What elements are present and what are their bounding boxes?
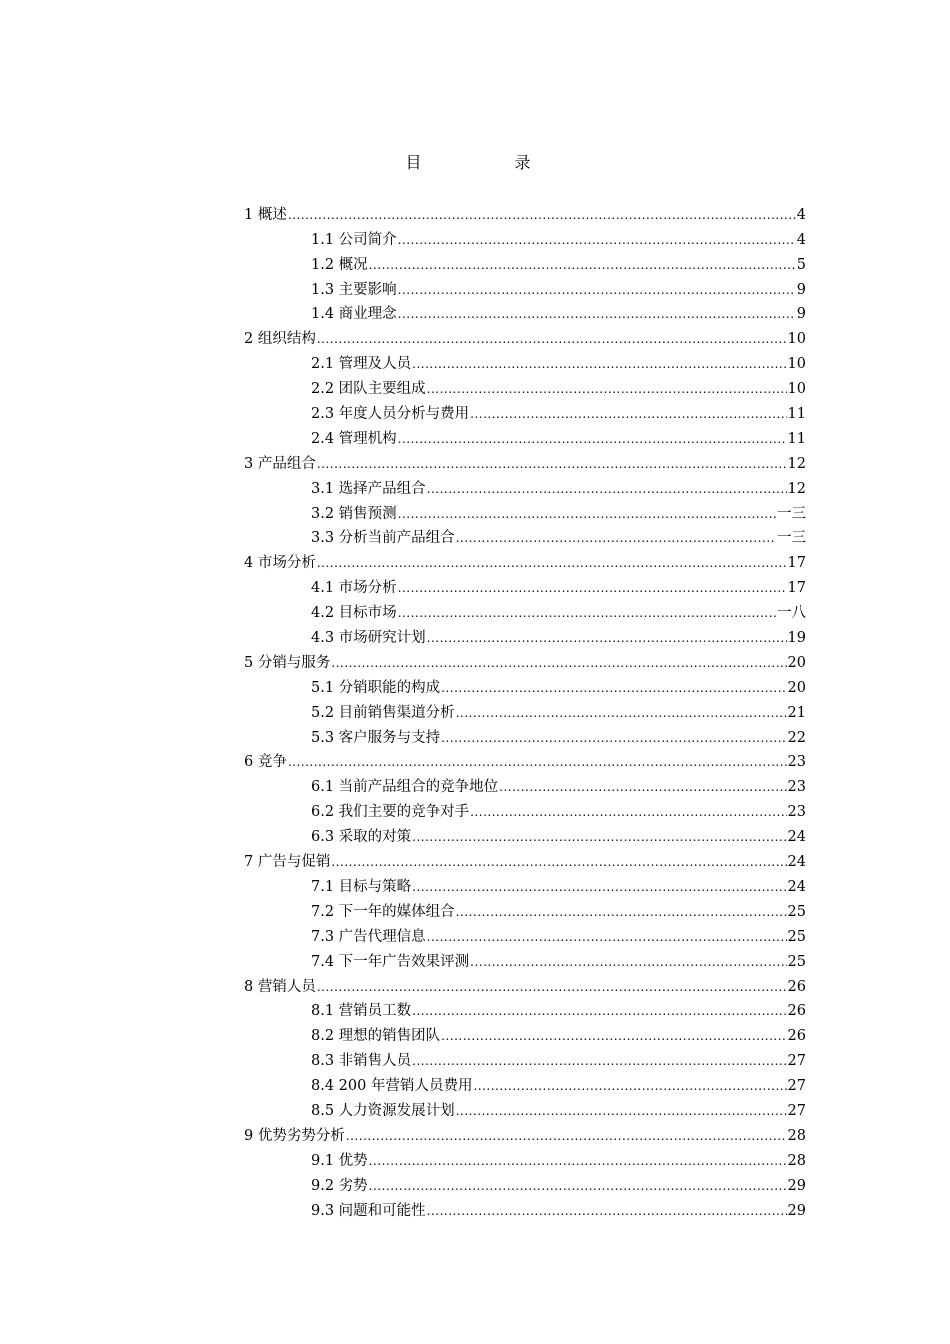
toc-dot-leader xyxy=(470,802,786,822)
toc-section-entry[interactable] xyxy=(244,673,806,698)
toc-dot-leader xyxy=(456,902,787,922)
toc-page-number: 4 xyxy=(796,231,806,248)
toc-chapter-entry[interactable] xyxy=(244,1121,806,1146)
toc-page-number: 17 xyxy=(787,555,806,572)
toc-dot-leader xyxy=(441,678,786,698)
toc-section-entry[interactable] xyxy=(244,872,806,897)
toc-entry-label: 8.2 理想的销售团队 xyxy=(311,1028,441,1045)
toc-entry-label: 9.2 劣势 xyxy=(311,1177,368,1194)
toc-page-number: 23 xyxy=(787,779,806,796)
toc-page-number: 28 xyxy=(787,1127,806,1144)
toc-page-number: 24 xyxy=(787,829,806,846)
toc-entry-label: 7.4 下一年广告效果评测 xyxy=(311,953,470,970)
toc-dot-leader xyxy=(427,927,787,947)
toc-page-number: 26 xyxy=(787,1003,806,1020)
toc-page-number: 20 xyxy=(787,654,806,671)
toc-dot-leader xyxy=(456,528,776,548)
toc-dot-leader xyxy=(398,429,787,449)
toc-section-entry[interactable] xyxy=(244,374,806,399)
toc-section-entry[interactable] xyxy=(244,1046,806,1071)
toc-dot-leader xyxy=(473,1076,786,1096)
toc-chapter-entry[interactable] xyxy=(244,548,806,573)
toc-dot-leader xyxy=(441,728,786,748)
toc-section-entry[interactable] xyxy=(244,947,806,972)
toc-title: 目 录 xyxy=(405,153,575,172)
toc-page-number: 24 xyxy=(787,854,806,871)
toc-dot-leader xyxy=(288,205,796,225)
toc-dot-leader xyxy=(412,877,786,897)
toc-dot-leader xyxy=(412,1051,786,1071)
toc-dot-leader xyxy=(317,977,787,997)
toc-page-number: 11 xyxy=(787,406,806,423)
toc-section-entry[interactable] xyxy=(244,897,806,922)
toc-section-entry[interactable] xyxy=(244,1146,806,1171)
toc-entry-label: 6.2 我们主要的竞争对手 xyxy=(311,804,470,821)
toc-page-number: 9 xyxy=(796,306,806,323)
toc-page-number: 一八 xyxy=(777,605,806,622)
toc-page-number: 26 xyxy=(787,978,806,995)
toc-page-number: 27 xyxy=(787,1102,806,1119)
toc-section-entry[interactable] xyxy=(244,1171,806,1196)
toc-dot-leader xyxy=(317,329,787,349)
toc-entry-label: 3.2 销售预测 xyxy=(311,505,397,522)
toc-section-entry[interactable] xyxy=(244,474,806,499)
toc-entry-label: 3.3 分析当前产品组合 xyxy=(311,530,455,547)
toc-section-entry[interactable] xyxy=(244,499,806,524)
toc-dot-leader xyxy=(398,280,796,300)
toc-page-number: 27 xyxy=(787,1053,806,1070)
toc-section-entry[interactable] xyxy=(244,1071,806,1096)
toc-dot-leader xyxy=(398,578,787,598)
toc-page-number: 10 xyxy=(787,381,806,398)
toc-entry-label: 7.2 下一年的媒体组合 xyxy=(311,903,455,920)
toc-chapter-entry[interactable] xyxy=(244,648,806,673)
toc-entry-label: 8.4 200 年营销人员费用 xyxy=(311,1078,473,1095)
toc-page-number: 一三 xyxy=(777,505,806,522)
toc-entry-label: 3 产品组合 xyxy=(244,455,316,472)
toc-section-entry[interactable] xyxy=(244,772,806,797)
toc-section-entry[interactable] xyxy=(244,623,806,648)
toc-entry-label: 9.1 优势 xyxy=(311,1152,368,1169)
table-of-contents xyxy=(244,200,806,1221)
toc-dot-leader xyxy=(369,1176,787,1196)
toc-dot-leader xyxy=(398,603,776,623)
toc-entry-label: 6.1 当前产品组合的竞争地位 xyxy=(311,779,499,796)
toc-dot-leader xyxy=(369,1151,787,1171)
toc-page-number: 25 xyxy=(787,903,806,920)
toc-section-entry[interactable] xyxy=(244,723,806,748)
toc-section-entry[interactable] xyxy=(244,524,806,549)
toc-page-number: 27 xyxy=(787,1078,806,1095)
toc-page-number: 一三 xyxy=(777,530,806,547)
toc-dot-leader xyxy=(331,653,786,673)
toc-entry-label: 1 概述 xyxy=(244,206,287,223)
toc-entry-label: 4.2 目标市场 xyxy=(311,605,397,622)
toc-entry-label: 7 广告与促销 xyxy=(244,854,331,871)
toc-dot-leader xyxy=(317,553,787,573)
toc-entry-label: 3.1 选择产品组合 xyxy=(311,480,426,497)
toc-page-number: 29 xyxy=(787,1177,806,1194)
toc-page-number: 25 xyxy=(787,928,806,945)
toc-section-entry[interactable] xyxy=(244,598,806,623)
toc-section-entry[interactable] xyxy=(244,399,806,424)
toc-section-entry[interactable] xyxy=(244,922,806,947)
toc-section-entry[interactable] xyxy=(244,349,806,374)
toc-entry-label: 9.3 问题和可能性 xyxy=(311,1202,426,1219)
toc-dot-leader xyxy=(331,852,786,872)
toc-dot-leader xyxy=(499,777,786,797)
toc-section-entry[interactable] xyxy=(244,1096,806,1121)
toc-section-entry[interactable] xyxy=(244,997,806,1022)
toc-entry-label: 2.2 团队主要组成 xyxy=(311,381,426,398)
toc-section-entry[interactable] xyxy=(244,1196,806,1221)
toc-entry-label: 1.4 商业理念 xyxy=(311,306,397,323)
toc-dot-leader xyxy=(317,454,787,474)
toc-entry-label: 5 分销与服务 xyxy=(244,654,331,671)
toc-section-entry[interactable] xyxy=(244,822,806,847)
toc-page-number: 10 xyxy=(787,356,806,373)
toc-page-number: 22 xyxy=(787,729,806,746)
toc-entry-label: 1.1 公司简介 xyxy=(311,231,397,248)
toc-page-number: 26 xyxy=(787,1028,806,1045)
toc-dot-leader xyxy=(427,628,787,648)
toc-section-entry[interactable] xyxy=(244,573,806,598)
toc-page-number: 29 xyxy=(787,1202,806,1219)
toc-dot-leader xyxy=(427,379,787,399)
toc-section-entry[interactable] xyxy=(244,698,806,723)
toc-entry-label: 6.3 采取的对策 xyxy=(311,829,412,846)
toc-page-number: 12 xyxy=(787,480,806,497)
toc-dot-leader xyxy=(470,952,786,972)
toc-chapter-entry[interactable] xyxy=(244,972,806,997)
toc-page-number: 20 xyxy=(787,679,806,696)
toc-chapter-entry[interactable] xyxy=(244,748,806,773)
toc-dot-leader xyxy=(441,1026,786,1046)
toc-page-number: 12 xyxy=(787,455,806,472)
toc-entry-label: 7.1 目标与策略 xyxy=(311,878,412,895)
toc-entry-label: 5.2 目前销售渠道分析 xyxy=(311,704,455,721)
toc-page-number: 23 xyxy=(787,804,806,821)
toc-entry-label: 4.1 市场分析 xyxy=(311,580,397,597)
toc-entry-label: 2.3 年度人员分析与费用 xyxy=(311,406,470,423)
toc-entry-label: 2.1 管理及人员 xyxy=(311,356,412,373)
toc-page-number: 9 xyxy=(796,281,806,298)
toc-entry-label: 5.3 客户服务与支持 xyxy=(311,729,441,746)
toc-dot-leader xyxy=(427,479,787,499)
toc-page-number: 5 xyxy=(796,256,806,273)
toc-page-number: 17 xyxy=(787,580,806,597)
toc-section-entry[interactable] xyxy=(244,797,806,822)
toc-dot-leader xyxy=(369,255,796,275)
toc-chapter-entry[interactable] xyxy=(244,847,806,872)
toc-entry-label: 8.5 人力资源发展计划 xyxy=(311,1102,455,1119)
toc-entry-label: 8.1 营销员工数 xyxy=(311,1003,412,1020)
toc-section-entry[interactable] xyxy=(244,300,806,325)
toc-page-number: 4 xyxy=(796,206,806,223)
toc-chapter-entry[interactable] xyxy=(244,324,806,349)
toc-entry-label: 4 市场分析 xyxy=(244,555,316,572)
toc-dot-leader xyxy=(427,1201,787,1221)
toc-page-number: 24 xyxy=(787,878,806,895)
toc-entry-label: 1.3 主要影响 xyxy=(311,281,397,298)
toc-section-entry[interactable] xyxy=(244,1021,806,1046)
toc-dot-leader xyxy=(412,827,786,847)
toc-entry-label: 1.2 概况 xyxy=(311,256,368,273)
toc-dot-leader xyxy=(412,354,786,374)
toc-entry-label: 2 组织结构 xyxy=(244,331,316,348)
toc-dot-leader xyxy=(398,504,776,524)
toc-dot-leader xyxy=(456,1101,787,1121)
toc-entry-label: 8 营销人员 xyxy=(244,978,316,995)
toc-dot-leader xyxy=(456,703,787,723)
toc-chapter-entry[interactable] xyxy=(244,200,806,225)
toc-page-number: 25 xyxy=(787,953,806,970)
toc-entry-label: 2.4 管理机构 xyxy=(311,430,397,447)
toc-entry-label: 9 优势劣势分析 xyxy=(244,1127,345,1144)
toc-entry-label: 7.3 广告代理信息 xyxy=(311,928,426,945)
toc-entry-label: 5.1 分销职能的构成 xyxy=(311,679,441,696)
toc-page-number: 19 xyxy=(787,630,806,647)
toc-dot-leader xyxy=(412,1001,786,1021)
toc-section-entry[interactable] xyxy=(244,424,806,449)
toc-entry-label: 4.3 市场研究计划 xyxy=(311,630,426,647)
toc-dot-leader xyxy=(398,304,796,324)
toc-dot-leader xyxy=(398,230,796,250)
toc-section-entry[interactable] xyxy=(244,250,806,275)
toc-chapter-entry[interactable] xyxy=(244,449,806,474)
toc-page-number: 21 xyxy=(787,704,806,721)
toc-entry-label: 6 竞争 xyxy=(244,754,287,771)
toc-page-number: 11 xyxy=(787,430,806,447)
toc-page-number: 28 xyxy=(787,1152,806,1169)
toc-page-number: 23 xyxy=(787,754,806,771)
toc-section-entry[interactable] xyxy=(244,275,806,300)
toc-page-number: 10 xyxy=(787,331,806,348)
toc-section-entry[interactable] xyxy=(244,225,806,250)
toc-entry-label: 8.3 非销售人员 xyxy=(311,1053,412,1070)
toc-dot-leader xyxy=(346,1126,787,1146)
toc-dot-leader xyxy=(288,752,787,772)
toc-dot-leader xyxy=(470,404,786,424)
